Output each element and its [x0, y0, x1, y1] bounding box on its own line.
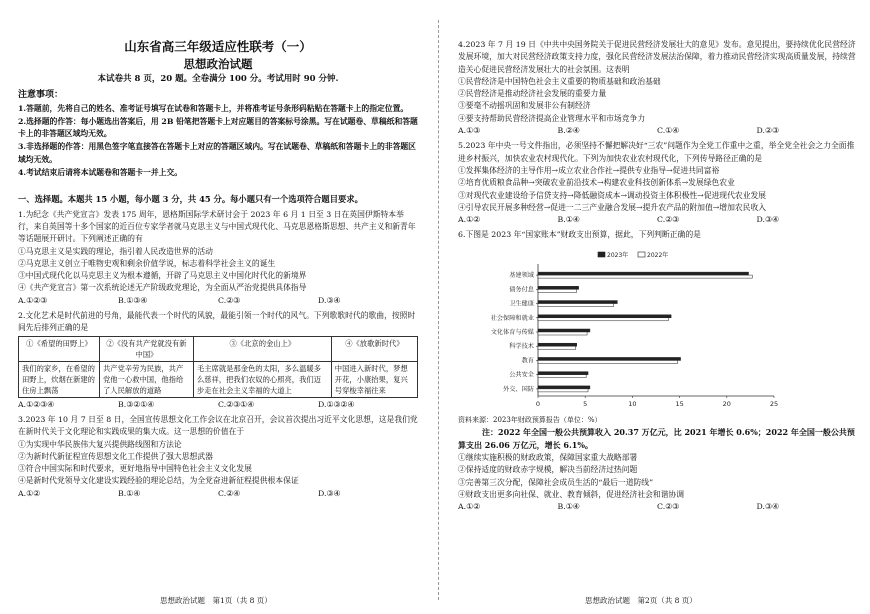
song-title: ②《没有共产党就没有新中国》 — [100, 336, 194, 361]
options — [458, 125, 856, 137]
statement: ②培育优质粮食品种→突破农业前沿技术→构建农业科技创新体系→发展绿色农业 — [458, 178, 735, 188]
budget-chart — [458, 246, 856, 414]
option-c[interactable]: C.②③ — [218, 295, 241, 305]
statement: ②民营经济是推动经济社会发展的重要力量 — [458, 89, 607, 99]
statement: ①为实现中华民族伟大复兴提供路线图和方法论 — [18, 439, 182, 449]
option-b[interactable]: B.①④ — [557, 502, 580, 512]
statement: ①马克思主义是实践的理论，指引着人民改造世界的活动 — [18, 246, 213, 256]
x-tick-label: 15 — [675, 399, 684, 408]
x-tick-label: 5 — [583, 399, 588, 408]
option-b[interactable]: B.②④ — [557, 126, 580, 136]
statement: ④财政支出更多向社保、就业、教育倾斜，促进经济社会和谐协调 — [458, 489, 685, 499]
song-lyric: 毛主席就是那金色的太阳，多么温暖多么慈祥，把我们农奴的心照亮，我们迈步走在社会主义幸福的大道上 — [193, 361, 331, 397]
bar — [538, 272, 749, 275]
song-lyric: 共产党辛劳为民族，共产党他一心救中国，他指给了人民解放的道路 — [100, 361, 194, 397]
options — [458, 214, 856, 226]
options — [18, 488, 418, 500]
x-tick-label: 20 — [722, 399, 731, 408]
question-stem: 6.下图是 2023 年“国家账本”财政支出预算，据此，下列判断正确的是 — [458, 230, 701, 240]
x-tick-label: 0 — [535, 399, 541, 408]
bar — [538, 343, 577, 346]
song-lyric: 我们的家乡，在希望的田野上，炊烟在新建的住房上飘荡 — [19, 361, 100, 397]
bar — [538, 329, 590, 332]
notice-item: 3.非选择题的作答：用黑色签字笔直接答在答题卡上对应的答题区域内。写在试题卷、草稿纸和答题卡上的非答题区域均无效。 — [18, 142, 416, 164]
question-stem: 3.2023 年 10 月 7 日至 8 日，全国宣传思想文化工作会议在北京召开，会议首次提出习近平文化思想，这是我们党在新时代关于文化理论和实践成果的集大成。这一思想的价值在于 — [18, 414, 418, 437]
option-c[interactable]: C.②④ — [218, 488, 241, 498]
option-d[interactable]: D.①③②④ — [318, 399, 355, 409]
option-b[interactable]: B.③②①④ — [118, 399, 155, 409]
option-c[interactable]: C.①④ — [657, 126, 680, 136]
category-label: 卫生健康 — [509, 300, 534, 308]
category-label: 公共安全 — [509, 371, 534, 379]
statement: ④《共产党宣言》第一次系统论述无产阶级政党理论，为全面从严治党提供具体指导 — [18, 283, 307, 293]
chart-note: 注：2022 年全国一般公共预算收入 20.37 万亿元，比 2021 年增长 0.6%；2022 年全国一般公共预算支出 26.06 万亿元，增长 6.1%。 — [458, 427, 855, 451]
bar — [538, 300, 617, 303]
exam-title: 山东省高三年级适应性联考（一） — [124, 39, 312, 54]
notice-item: 2.选择题的作答：每小题选出答案后，用 2B 铅笔把答题卡上对应题目的答案标号涂黑。写在试题卷、草稿纸和答题卡上的非答题区域均无效。 — [18, 116, 418, 139]
option-c[interactable]: C.②③①④ — [218, 399, 255, 409]
option-a[interactable]: A.①②③④ — [18, 399, 55, 409]
bar — [538, 374, 586, 377]
statement: ③符合中国实际和时代要求，更好地指导中国特色社会主义文化发展 — [18, 464, 252, 474]
question-1 — [18, 209, 418, 307]
bar — [538, 360, 678, 363]
statement: ②为新时代新征程宣传思想文化工作提供了强大思想武器 — [18, 451, 213, 461]
category-label: 社会保障和就业 — [490, 314, 534, 322]
options — [18, 295, 418, 307]
notice-item: 1.答题前，先将自己的姓名、准考证号填写在试卷和答题卡上，并将准考证号条形码粘贴在答题卡上的指定位置。 — [18, 103, 409, 113]
statement: ③对现代农业建设给予信贷支持→降低融资成本→调动投资主体积极性→促进现代农业发展 — [458, 190, 767, 200]
statement: ④引导农民开展多种经营→促进一二三产业融合发展→提升农产品的附加值→增加农民收入 — [458, 202, 767, 212]
statement: ②马克思主义创立于唯物史观和剩余价值学说，标志着科学社会主义的诞生 — [18, 258, 276, 268]
option-b[interactable]: B.①④ — [557, 215, 580, 225]
question-6 — [458, 229, 856, 513]
option-d[interactable]: D.③④ — [318, 295, 341, 305]
page-left — [18, 0, 418, 500]
option-b[interactable]: B.①④ — [118, 488, 141, 498]
category-label: 债务付息 — [509, 286, 534, 294]
bar — [538, 386, 590, 389]
legend-label: 2022年 — [647, 251, 669, 259]
question-stem: 5.2023 年中央一号文件指出，必须坚持不懈把解决好“三农”问题作为全党工作重中之重，举全党全社会之力全面推进乡村振兴，加快农业农村现代化。下列为加快农业农村现代化，下列传导路径正确的是 — [458, 141, 855, 163]
statement: ③完善第三次分配，保障社会成员生活的“最后一道防线” — [458, 477, 654, 487]
bar — [538, 315, 671, 318]
lyrics-table — [18, 336, 418, 398]
statement: ③要毫不动摇巩固和发展非公有制经济 — [458, 101, 591, 111]
statement: ②保持适度的财政赤字规模，解决当前经济过热问题 — [458, 465, 638, 475]
option-b[interactable]: B.①③④ — [118, 295, 148, 305]
category-label: 外交、国防 — [503, 385, 534, 393]
option-d[interactable]: D.③④ — [756, 502, 779, 512]
bar — [538, 275, 752, 278]
notice-item: 4.考试结束后请将本试题卷和答题卡一并上交。 — [18, 168, 183, 178]
option-a[interactable]: A.①② — [458, 502, 481, 512]
bar — [538, 286, 579, 289]
option-a[interactable]: A.①②③ — [18, 295, 48, 305]
statement: ④要支持帮助民营经济提高企业管理水平和市场竞争力 — [458, 113, 646, 123]
bar — [538, 357, 681, 360]
category-label: 科学技术 — [509, 342, 534, 350]
x-tick-label: 25 — [769, 399, 779, 408]
category-label: 文化体育与传媒 — [490, 328, 534, 336]
legend-swatch — [598, 252, 605, 257]
page-right — [458, 0, 856, 514]
question-3 — [18, 414, 418, 500]
question-stem: 4.2023 年 7 月 19 日《中共中央国务院关于促进民营经济发展壮大的意见》发布。意见提出，要持续优化民营经济发展环境，加大对民营经济政策支持力度，强化民营经济发展法治保障，着力推动民营经济实现高质量发展，持续营造关心促进民营经济发展壮大的社会氛围。这表明 — [458, 40, 856, 74]
exam-meta: 本试卷共 8 页，20 题。全卷满分 100 分。考试用时 90 分钟. — [97, 74, 339, 84]
statement: ①民营经济是中国特色社会主义重要的物质基础和政治基础 — [458, 76, 661, 86]
option-c[interactable]: C.②③ — [657, 215, 680, 225]
song-title: ①《希望的田野上》 — [19, 336, 100, 361]
option-a[interactable]: A.①② — [18, 488, 41, 498]
chart-source: 资料来源：2023年财政预算报告（单位：%） — [458, 415, 602, 424]
question-stem: 1.为纪念《共产党宣言》发表 175 周年，恩格斯国际学术研讨会于 2023 年 6 月 1 日至 3 日在英国伊斯特本举行，来自英国等十多个国家的近百位专家学者就马克思主义与中国式现代化、马克思恩格斯思想、共产主义和新青年等话题展开研讨。下列阐述正确的有 — [18, 209, 416, 244]
category-label: 基建领域 — [509, 271, 534, 279]
footer-right: 思想政治试题 第2页（共 8 页） — [585, 596, 697, 605]
section-heading: 一、选择题。本题共 15 小题，每小题 3 分，共 45 分。每小题只有一个选项符合题目要求。 — [18, 194, 363, 205]
options — [458, 501, 856, 513]
statement: ④是新时代党领导文化建设实践经验的理论总结，为全党奋进新征程提供根本保证 — [18, 476, 299, 486]
options — [18, 399, 418, 411]
legend-swatch — [638, 252, 645, 257]
bar — [538, 318, 668, 321]
option-d[interactable]: D.②③ — [756, 126, 779, 136]
option-c[interactable]: C.②③ — [657, 502, 680, 512]
question-stem: 2.文化艺术是时代前进的号角，最能代表一个时代的风貌，最能引领一个时代的风气。下列歌歌时代的歌曲，按照时间先后排列正确的是 — [18, 311, 416, 333]
song-title: ④《放歌新时代》 — [331, 336, 417, 361]
statement: ①发挥集体经济的主导作用→成立农业合作社→提供专业指导→促进共同富裕 — [458, 165, 720, 175]
category-label: 教育 — [521, 357, 534, 365]
bar — [538, 332, 587, 335]
option-d[interactable]: D.③④ — [318, 488, 341, 498]
bar — [538, 389, 588, 392]
column-divider — [438, 20, 439, 600]
notice-heading: 注意事项： — [18, 90, 64, 101]
question-4 — [458, 39, 856, 137]
option-a[interactable]: A.①② — [458, 215, 481, 225]
bar — [538, 371, 588, 374]
question-5 — [458, 140, 856, 226]
question-2 — [18, 310, 418, 411]
exam-subtitle: 思想政治试题 — [183, 57, 253, 71]
bar — [538, 289, 577, 292]
statement: ①继续实施积极的财政政策，保障国家重大战略部署 — [458, 453, 638, 463]
budget-chart-svg — [458, 246, 856, 414]
bar — [538, 346, 576, 349]
statement: ③中国式现代化以马克思主义为根本遵循，开辟了马克思主义中国化时代化的新境界 — [18, 271, 307, 281]
option-a[interactable]: A.①③ — [458, 126, 481, 136]
x-tick-label: 10 — [628, 399, 637, 408]
option-d[interactable]: D.③④ — [756, 215, 779, 225]
song-title: ③《北京的金山上》 — [193, 336, 331, 361]
song-lyric: 中国进入新时代，梦想开花，小康抬果，复兴号穿梭幸福往来 — [331, 361, 417, 397]
bar — [538, 303, 614, 306]
footer-left: 思想政治试题 第1页（共 8 页） — [160, 596, 272, 605]
legend-label: 2023年 — [607, 251, 629, 259]
